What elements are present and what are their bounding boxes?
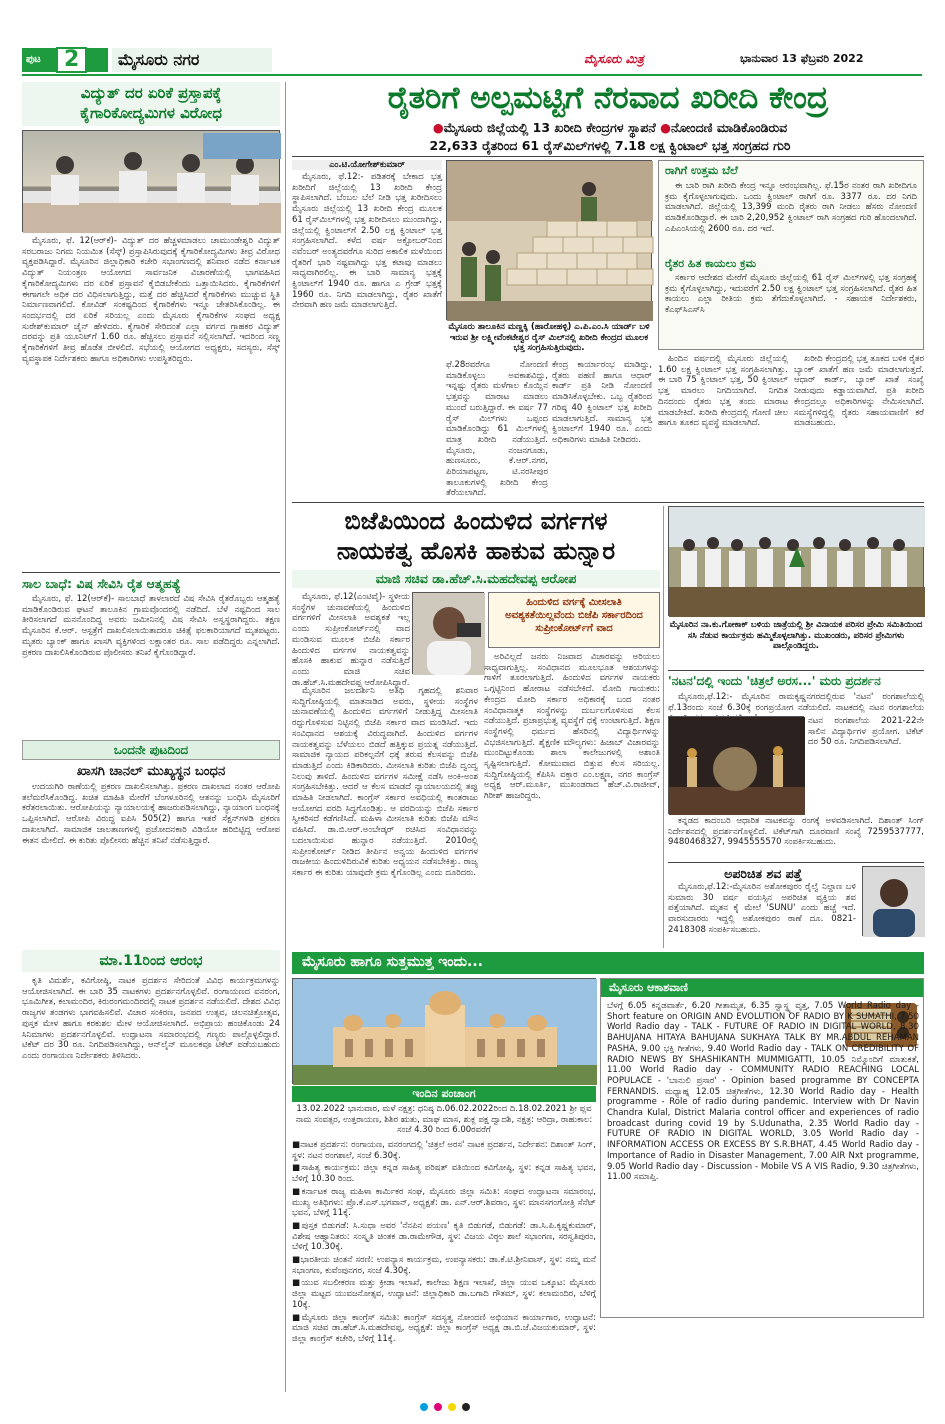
bjp-article-right: ಅರಿವಿಲ್ಲದೆ ಜನರು ನಿಜವಾದ ವಿಚಾರವನ್ನು ಅರಿಯಲು ಸಾಧ್ಯವಾಗುತ್ತಿಲ್ಲ. ಸಂವಿಧಾನದ ಮೂಲಭೂತ ಆಶಯಗಳನ್ನು ಗಾಳಿಗೆ ತೂರಲಾಗುತ್ತಿದೆ. ಹಿಂದುಳಿದ ವರ್ಗಗಳ ನಾಯಕರು ಒಗ್ಗಟ್ಟಿನಿಂದ ಹೋರಾಟ ನಡೆಸಬೇಕಿದೆ. ಮೋದಿ ಗಾಯಕರು: ಕೇಂದ್ರದ ಮೋದಿ ಸರ್ಕಾರ ಅಧಿಕಾರಕ್ಕೆ ಬಂದ ನಂತರ ಸಂವಿಧಾನಾತ್ಮಕ ಸಂಸ್ಥೆಗಳನ್ನು ದುರ್ಬಲಗೊಳಿಸುವ ಕೆಲಸ ನಡೆಯುತ್ತಿದೆ. ಪ್ರಜಾಪ್ರಭುತ್ವ ವ್ಯವಸ್ಥೆಗೆ ಧಕ್ಕೆ ಉಂಟಾಗುತ್ತಿದೆ. ಶಿಕ್ಷಣ ಸಂಸ್ಥೆಗಳಲ್ಲಿ ಧರ್ಮದ ಹೆಸರಿನಲ್ಲಿ ವಿದ್ಯಾರ್ಥಿಗಳನ್ನು ವಿಭಜಿಸಲಾಗುತ್ತಿದೆ. ಶೈಕ್ಷಣಿಕ ಮೌಲ್ಯಗಳು: ಹಿಜಾಬ್ ವಿಚಾರವನ್ನು ಮುಂದಿಟ್ಟುಕೊಂಡು ಶಾಲಾ ಕಾಲೇಜುಗಳಲ್ಲಿ ಅಶಾಂತಿ ಸೃಷ್ಟಿಸಲಾಗುತ್ತಿದೆ. ಕೋಮುವಾದ ಬಿತ್ತುವ ಕೆಲಸ ಸರಿಯಲ್ಲ. ಸುದ್ದಿಗೋಷ್ಠಿಯಲ್ಲಿ ಕೆಪಿಸಿಸಿ ವಕ್ತಾರ ಎಂ.ಲಕ್ಷ್ಮಣ, ನಗರ ಕಾಂಗ್ರೆಸ್ ಅಧ್ಯಕ್ಷ ಆರ್.ಮೂರ್ತಿ, ಮುಖಂಡರಾದ ಹೆಚ್.ವಿ.ರಾಜೀವ್, ಗಿರೀಶ್ ಹಾಜರಿದ್ದರು. <box>484 652 660 802</box>
subhead-part: ನೋಂದಣಿ ಮಾಡಿಕೊಂಡಿರುವ <box>671 120 788 135</box>
lead-article-cont1: ಫೆ.28ರವರೆಗೂ ನೋಂದಣಿ ಮಾಡಿಕೊಳ್ಳಲು ಅವಕಾಶವಿದ್ದು, ಇನ್ನಷ್ಟು ರೈತರು ಮಳೆಗಾಲ ಕೊಯ್ಲಿನ ಭತ್ತವನ್ನು ಮಾರಾಟ ಮಾಡಲು ಮುಂದೆ ಬರುತ್ತಿದ್ದಾರೆ. ಈ ವರ್ಷ 77 ರೈಸ್ ಮಿಲ್‌ಗಳು ಒಪ್ಪಂದ ಮಾಡಿಕೊಂಡಿದ್ದು 61 ಮಿಲ್‌ಗಳಲ್ಲಿ ಮಾತ್ರ ಖರೀದಿ ನಡೆಯುತ್ತಿದೆ. ಮೈಸೂರು, ನಂಜನಗೂಡು, ಹುಣಸೂರು, ಕೆ.ಆರ್.ನಗರ, ಪಿರಿಯಾಪಟ್ಟಣ, ಟಿ.ನರಸೀಪುರ ತಾಲೂಕುಗಳಲ್ಲಿ ಖರೀದಿ ಕೇಂದ್ರ ತೆರೆಯಲಾಗಿದೆ. <box>446 360 548 499</box>
continued-from-front-band: ಒಂದನೇ ಪುಟದಿಂದ <box>22 740 280 760</box>
ragi-box-text: ಈ ಬಾರಿ ರಾಗಿ ಖರೀದಿ ಕೇಂದ್ರ ಇನ್ನೂ ಆರಂಭವಾಗಿಲ್ಲ. ಫೆ.15ರ ನಂತರ ರಾಗಿ ಖರೀದಿಗೂ ಕ್ರಮ ಕೈಗೊಳ್ಳಲಾಗುವುದು. ಒಂದು ಕ್ವಿಂಟಾಲ್ ರಾಗಿಗೆ ರೂ. 3377 ರೂ. ದರ ನಿಗದಿ ಮಾಡಲಾಗಿದೆ. ಜಿಲ್ಲೆಯಲ್ಲಿ 13,399 ಮಂದಿ ರೈತರು ರಾಗಿ ನೀಡಲು ಹೆಸರು ನೋಂದಣಿ ಮಾಡಿಕೊಂಡಿದ್ದಾರೆ. ಈ ಬಾರಿ 2,20,952 ಕ್ವಿಂಟಾಲ್ ರಾಗಿ ಸಂಗ್ರಹದ ಗುರಿ ಹೊಂದಲಾಗಿದೆ. ಎಪಿಎಂಸಿಯಲ್ಲಿ 2600 ರೂ. ದರ ಇದೆ. <box>665 181 917 234</box>
headline-line: ಕೈಗಾರಿಕೋದ್ಯಮಿಗಳ ವಿರೋಧ <box>80 104 222 122</box>
farmers-interest-text: ಸರ್ಕಾರ ಆದೇಶದ ಮೇರೆಗೆ ಮೈಸೂರು ಜಿಲ್ಲೆಯಲ್ಲಿ 61 ರೈಸ್ ಮಿಲ್‌ಗಳಲ್ಲಿ ಭತ್ತ ಸಂಗ್ರಹಕ್ಕೆ ಕ್ರಮ ಕೈಗೊಳ್ಳಲಾಗಿದ್ದು, ಇದುವರೆಗೆ 2.50 ಲಕ್ಷ ಕ್ವಿಂಟಾಲ್ ಭತ್ತ ಸಂಗ್ರಹಿಸಲಾಗಿದೆ. ರೈತರ ಹಿತ ಕಾಯಲು ಎಲ್ಲಾ ರೀತಿಯ ಕ್ರಮ ತೆಗೆದುಕೊಳ್ಳಲಾಗಿದೆ. - ಸಹಾಯಕ ನಿರ್ದೇಶಕರು, ಕೆಎಫ್‌ಸಿಎಸ್‌ಸಿ <box>665 273 917 316</box>
deceased-photo <box>862 866 924 936</box>
divider <box>668 862 924 863</box>
masthead-logo: ಮೈಸೂರು ಮಿತ್ರ <box>584 52 644 66</box>
march-start-headline: ಮಾ.11ರಿಂದ ಆರಂಭ <box>22 950 280 972</box>
channel-arrest-article: ಉದಯಗಿರಿ ಠಾಣೆಯಲ್ಲಿ ಪ್ರಕರಣ ದಾಖಲಿಸಲಾಗಿತ್ತು. ಪ್ರಕರಣ ದಾಖಲಾದ ನಂತರ ಆರೋಪಿ ತಲೆಮರೆಸಿಕೊಂಡಿದ್ದ. ಖಚಿತ ಮಾಹಿತಿ ಮೇರೆಗೆ ಬೆಂಗಳೂರಿನಲ್ಲಿ ಆತನನ್ನು ಬಂಧಿಸಿ ಮೈಸೂರಿಗೆ ಕರೆತರಲಾಯಿತು. ಆರೋಪಿಯನ್ನು ನ್ಯಾಯಾಲಯಕ್ಕೆ ಹಾಜರುಪಡಿಸಲಾಗಿದ್ದು, ನ್ಯಾಯಾಂಗ ಬಂಧನಕ್ಕೆ ಒಪ್ಪಿಸಲಾಗಿದೆ. ಆರೋಪಿ ವಿರುದ್ಧ ಐಪಿಸಿ 505(2) ಹಾಗೂ ಇತರೆ ಸೆಕ್ಷನ್‌ಗಳಡಿ ಪ್ರಕರಣ ದಾಖಲಾಗಿದೆ. ಸಾಮಾಜಿಕ ಜಾಲತಾಣಗಳಲ್ಲಿ ಪ್ರಚೋದನಕಾರಿ ವಿಡಿಯೋ ಹರಿಬಿಟ್ಟಿದ್ದ ಆರೋಪ ಈತನ ಮೇಲಿದೆ. ಈ ಕುರಿತು ಪೊಲೀಸರು ಹೆಚ್ಚಿನ ತನಿಖೆ ನಡೆಸುತ್ತಿದ್ದಾರೆ. <box>22 782 280 846</box>
ragi-box <box>658 160 924 350</box>
event-item: ■ಕರ್ನಾಟಕ ರಾಜ್ಯ ಮಹಿಳಾ ಕಾರ್ಮಿಕರ ಸಂಘ, ಮೈಸೂರು ಜಿಲ್ಲಾ ಸಮಿತಿ: ಸಂಘದ ಉದ್ಘಾಟನಾ ಸಮಾರಂಭ, ಮುಖ್ಯ ಅತಿಥಿಗಳು: ಪ್ರೊ.ಕೆ.ಎಸ್.ಭಗವಾನ್, ಅಧ್ಯಕ್ಷತೆ: ಡಾ. ಎನ್.ಆರ್.ಶಿವರಾಂ, ಸ್ಥಳ: ಮಾನಸಗಂಗೋತ್ರಿ ಸೆನೆಟ್ ಭವನ, ಬೆಳಿಗ್ಗೆ 11ಕ್ಕೆ. <box>292 1186 596 1219</box>
lead-article-right1: ಹಿಂದಿನ ವರ್ಷದಲ್ಲಿ ಮೈಸೂರು ಜಿಲ್ಲೆಯಲ್ಲಿ 1.60 ಲಕ್ಷ ಕ್ವಿಂಟಾಲ್ ಭತ್ತ ಸಂಗ್ರಹಿಸಲಾಗಿತ್ತು. ಈ ಬಾರಿ 75 ಕ್ವಿಂಟಾಲ್ ಭತ್ತ, 50 ಕ್ವಿಂಟಾಲ್ ಭತ್ತ ಮಾರಲು ನಿಗದಿಯಾಗಿದೆ. ನಿಗದಿತ ದಿನದಂದು ರೈತರು ಭತ್ತ ತಂದು ಮಾರಾಟ ಮಾಡಬೇಕಿದೆ. ಖರೀದಿ ಕೇಂದ್ರದಲ್ಲಿ ಗೋಣಿ ಚೀಲ ಹಾಗೂ ತೂಕದ ವ್ಯವಸ್ಥೆ ಮಾಡಲಾಗಿದೆ. <box>658 354 788 429</box>
events-list <box>292 1140 596 1392</box>
plantation-photo <box>668 506 924 616</box>
play-article-2: ನಟನ ರಂಗಶಾಲೆಯ 2021-22ನೇ ಸಾಲಿನ ವಿದ್ಯಾರ್ಥಿಗಳ ಪ್ರಯೋಗ. ಟಿಕೆಟ್ ದರ 50 ರೂ. ನಿಗದಿಪಡಿಸಲಾಗಿದೆ. <box>808 716 924 748</box>
lead-byline: ಎಂ.ಟಿ.ಯೋಗೇಶ್‌ಕುಮಾರ್ <box>292 160 442 170</box>
headline-line: ವಿದ್ಯುತ್ ದರ ಏರಿಕೆ ಪ್ರಸ್ತಾಪಕ್ಕೆ <box>80 84 222 102</box>
bjp-article-left: ಮೈಸೂರು, ಫೆ.12(ಎಂಟಿವೈ)- ಸ್ಥಳೀಯ ಸಂಸ್ಥೆಗಳ ಚುನಾವಣೆಯಲ್ಲಿ ಹಿಂದುಳಿದ ವರ್ಗಗಳಿಗೆ ಮೀಸಲಾತಿ ಅವಶ್ಯಕತೆ ಇಲ್ಲ ಎಂದು ಸುಪ್ರೀಂಕೋರ್ಟ್‌ನಲ್ಲಿ ವಾದ ಮಂಡಿಸುವ ಮೂಲಕ ಬಿಜೆಪಿ ಸರ್ಕಾರ ಹಿಂದುಳಿದ ವರ್ಗಗಳ ನಾಯಕತ್ವವನ್ನು ಹೊಸಕಿ ಹಾಕುವ ಹುನ್ನಾರ ನಡೆಸುತ್ತಿದೆ ಎಂದು ಮಾಜಿ ಸಚಿವ ಡಾ.ಹೆಚ್.ಸಿ.ಮಹದೇವಪ್ಪ ಆರೋಪಿಸಿದ್ದಾರೆ. <box>292 592 410 688</box>
registration-mark <box>448 1403 456 1411</box>
lead-subhead-2: 22,633 ರೈತರಿಂದ 61 ರೈಸ್‌ಮಿಲ್‌ಗಳಲ್ಲಿ 7.18 ಲಕ್ಷ ಕ್ವಿಂಟಾಲ್ ಭತ್ತ ಸಂಗ್ರಹದ ಗುರಿ <box>429 138 791 153</box>
panchanga-text: 13.02.2022 ಭಾನುವಾರ, ಮಳೆ ನಕ್ಷತ್ರ: ಧನಿಷ್ಠ ದಿ.06.02.2022ರಿಂದ ದಿ.18.02.2021 ಶ್ರೀ ಪ್ಲವ ನಾಮ ಸಂವತ್ಸರ, ಉತ್ತರಾಯಣ, ಶಿಶಿರ ಋತು, ಮಾಘ ಮಾಸ, ಶುಕ್ಲ ಪಕ್ಷ ದ್ವಾದಶಿ, ನಕ್ಷತ್ರ: ಆರಿದ್ರಾ, ರಾಹುಕಾಲ: ಸಂಜೆ 4.30 ರಿಂದ 6.00ರವರೆಗೆ <box>295 1104 593 1136</box>
farmers-interest-title: ರೈತರ ಹಿತ ಕಾಯಲು ಕ್ರಮ <box>665 257 757 270</box>
play-photo <box>668 716 804 814</box>
radio-box <box>600 978 924 1318</box>
bjp-quote-box: ಹಿಂದುಳಿದ ವರ್ಗಕ್ಕೆ ಮೀಸಲಾತಿ ಅವಶ್ಯಕತೆಯಿಲ್ಲವೆಂದು ಬಿಜೆಪಿ ಸರ್ಕಾರದಿಂದ ಸುಪ್ರೀಂಕೋರ್ಟ್‌ಗೆ ವಾದ <box>488 592 660 648</box>
lead-article-cont2: ಕೇಂದ್ರ ಕಾರ್ಯಾರಂಭ ಮಾಡಿದ್ದು, ರೈತರು ಪಹಣಿ ಹಾಗೂ ಆಧಾರ್ ಕಾರ್ಡ್ ಪ್ರತಿ ನೀಡಿ ನೋಂದಣಿ ಮಾಡಿಸಿಕೊಳ್ಳಬೇಕು. ಒಬ್ಬ ರೈತರಿಂದ ಗರಿಷ್ಠ 40 ಕ್ವಿಂಟಾಲ್ ಭತ್ತ ಖರೀದಿ ಮಾಡಲಾಗುತ್ತಿದೆ. ಸಾಮಾನ್ಯ ಭತ್ತ ಕ್ವಿಂಟಾಲ್‌ಗೆ 1940 ರೂ. ಎಂದು ಅಧಿಕಾರಿಗಳು ಮಾಹಿತಿ ನೀಡಿದರು. <box>552 360 652 445</box>
section-title: ಮೈಸೂರು ನಗರ <box>112 48 272 72</box>
headline-line: ಬಿಜೆಪಿಯಿಂದ ಹಿಂದುಳಿದ ವರ್ಗಗಳ <box>344 507 608 535</box>
paddy-photo-caption: ಮೈಸೂರು ತಾಲೂಕಿನ ಮಣ್ಣಕ್ಕಿ (ಹಾರೋಹಳ್ಳಿ) ಎ.ಪಿ.ಎಂ.ಸಿ ಯಾರ್ಡ್ ಬಳಿ ಇರುವ ಶ್ರೀ ಲಕ್ಷ್ಮೀವೆಂಕಟೇಶ್ವರ ರೈಸ್ ಮಿಲ್‌ನಲ್ಲಿ ಖರೀದಿ ಕೇಂದ್ರದ ಮೂಲಕ ಭತ್ತ ಸಂಗ್ರಹಿಸುತ್ತಿರುವುದು. <box>448 322 650 354</box>
lead-article-col1: ಮೈಸೂರು, ಫೆ.12:- ಪಡಿತರಕ್ಕೆ ಬೇಕಾದ ಭತ್ತ ಖರೀದಿಗೆ ಜಿಲ್ಲೆಯಲ್ಲಿ 13 ಖರೀದಿ ಕೇಂದ್ರ ಸ್ಥಾಪಿಸಲಾಗಿದೆ. ಬೆಂಬಲ ಬೆಲೆ ನೀಡಿ ಭತ್ತ ಖರೀದಿಸಲು ಮೈಸೂರು ಜಿಲ್ಲೆಯಲ್ಲಿ 13 ಖರೀದಿ ಕೇಂದ್ರ ಮೂಲಕ 61 ರೈಸ್‌ಮಿಲ್‌ಗಳಲ್ಲಿ ಭತ್ತ ಖರೀದಿಸಲು ಮುಂದಾಗಿದ್ದು, ಜಿಲ್ಲೆಯಲ್ಲಿ ಕ್ವಿಂಟಾಲ್‌ಗೆ 2.50 ಲಕ್ಷ ಕ್ವಿಂಟಾಲ್ ಭತ್ತ ಸಂಗ್ರಹಿಸಲಾಗಿದೆ. ಕಳೆದ ವರ್ಷ ಅಕ್ಟೋಬರ್‌ನಿಂದ ನವೆಂಬರ್ ಅಂತ್ಯದವರೆಗೂ ಸುರಿದ ಅಕಾಲಿಕ ಮಳೆಯಿಂದ ರೈತರಿಗೆ ಭಾರಿ ನಷ್ಟವಾಗಿದ್ದು ಭತ್ತ ಕಟಾವು ಮಾಡಲು ಸಾಧ್ಯವಾಗಿರಲಿಲ್ಲ. ಈ ಬಾರಿ ಸಾಮಾನ್ಯ ಭತ್ತಕ್ಕೆ ಕ್ವಿಂಟಾಲ್‌ಗೆ 1940 ರೂ. ಹಾಗೂ ಎ ಗ್ರೇಡ್ ಭತ್ತಕ್ಕೆ 1960 ರೂ. ನಿಗದಿ ಮಾಡಲಾಗಿದ್ದು, ರೈತರ ಖಾತೆಗೆ ನೇರವಾಗಿ ಹಣ ಜಮೆ ಮಾಡಲಾಗುತ್ತಿದೆ. <box>292 172 442 311</box>
divider <box>668 670 924 671</box>
divider <box>292 156 924 157</box>
play-article-1: ಮೈಸೂರು,ಫೆ.12:- ಮೈಸೂರಿನ ರಾಮಕೃಷ್ಣನಗರದಲ್ಲಿರುವ 'ನಟನ' ರಂಗಶಾಲೆಯಲ್ಲಿ ಫೆ.13ರಂದು ಸಂಜೆ 6.30ಕ್ಕೆ ರಂಗಪ್ರಯೋಗ ನಡೆಯಲಿದೆ. ನಾಟಕದಲ್ಲಿ ನಟನ ರಂಗಶಾಲೆಯ <box>668 692 924 713</box>
column-divider <box>663 506 664 948</box>
paddy-sacks-photo <box>446 160 652 320</box>
column-divider <box>285 82 286 1392</box>
event-item: ■ಭಾರತೀಯ ಚಿಂತನೆ ಸರಣಿ: ಉಪನ್ಯಾಸ ಕಾರ್ಯಕ್ರಮ, ಉಪನ್ಯಾಸಕರು: ಡಾ.ಕೆ.ಟಿ.ಶ್ರೀನಿವಾಸ್, ಸ್ಥಳ: ನಮ್ಮ ಮನೆ ಸಭಾಂಗಣ, ಕುವೆಂಪುನಗರ, ಸಂಜೆ 4.30ಕ್ಕೆ. <box>292 1255 596 1276</box>
plantation-caption: ಮೈಸೂರಿನ ನಾ.ಕು.ಗೋಕಾಕ್ ಬಳಿಯ ಜಾತ್ರೆಯಲ್ಲಿ ಶ್ರೀ ವಿನಾಯಕ ಪರಿಸರ ಪ್ರೇಮಿ ಸಮಿತಿಯಿಂದ ಸಸಿ ನೆಡುವ ಕಾರ್ಯಕ್ರಮ ಹಮ್ಮಿಕೊಳ್ಳಲಾಗಿತ್ತು. ಮುಖಂಡರು, ಪರಿಸರ ಪ್ರೇಮಿಗಳು ಪಾಲ್ಗೊಂಡಿದ್ದರು. <box>669 620 923 652</box>
play-article-3: ಕನ್ನಡದ ಕಾದಂಬರಿ ಆಧಾರಿತ ನಾಟಕವನ್ನು ರಂಗಕ್ಕೆ ಅಳವಡಿಸಲಾಗಿದೆ. ದಿಶಾಂತ್ ಸಿಂಗ್ ನಿರ್ದೇಶನದಲ್ಲಿ ಪ್ರದರ್ಶನಗೊಳ್ಳಲಿದೆ. ಟಿಕೆಟ್‌ಗಾಗಿ ದೂರವಾಣಿ ಸಂಖ್ಯೆ 7259537777, 9480468327, 9945555570 ಸಂಪರ್ಕಿಸಬಹುದು. <box>668 816 924 848</box>
event-item: ■ಪುಸ್ತಕ ಬಿಡುಗಡೆ: ಸಿ.ಸುಧಾ ಅವರ 'ನೆನಪಿನ ಪಯಣ' ಕೃತಿ ಬಿಡುಗಡೆ, ಬಿಡುಗಡೆ: ಡಾ.ಸಿ.ಪಿ.ಕೃಷ್ಣಕುಮಾರ್, ವಿಶೇಷ ಆಹ್ವಾನಿತರು: ಸಂಸ್ಕೃತಿ ಚಿಂತಕ ಡಾ.ರಾಮೇಗೌಡ, ಸ್ಥಳ: ವಿಜಯ ವಿಠ್ಠಲ ಶಾಲೆ ಸಭಾಂಗಣ, ಸರಸ್ವತಿಪುರಂ, ಬೆಳಿಗ್ಗೆ 10.30ಕ್ಕೆ. <box>292 1220 596 1253</box>
mahadevappa-photo <box>412 592 484 674</box>
farmer-suicide-headline: ಸಾಲ ಬಾಧೆ: ವಿಷ ಸೇವಿಸಿ ರೈತ ಆತ್ಮಹತ್ಯೆ <box>22 576 181 591</box>
industry-meeting-photo <box>22 130 280 232</box>
meeting-photo-image <box>23 131 281 233</box>
headline-line: ನಾಯಕತ್ವ ಹೊಸಕಿ ಹಾಕುವ ಹುನ್ನಾರ <box>336 537 616 565</box>
events-banner-text: ಮೈಸೂರು ಹಾಗೂ ಸುತ್ತಮುತ್ತ ಇಂದು... <box>302 954 483 970</box>
page-label: ಪುಟ <box>26 54 41 65</box>
registration-mark <box>434 1403 442 1411</box>
channel-arrest-headline: ಖಾಸಗಿ ಚಾನಲ್ ಮುಖ್ಯಸ್ಥನ ಬಂಧನ <box>76 764 226 779</box>
events-continued <box>600 1322 924 1392</box>
event-item: ■ಮೈಸೂರು ಜಿಲ್ಲಾ ಕಾಂಗ್ರೆಸ್ ಸಮಿತಿ: ಕಾಂಗ್ರೆಸ್ ಸದಸ್ಯತ್ವ ನೋಂದಣಿ ಅಭಿಯಾನ ಕಾರ್ಯಾಗಾರ, ಉದ್ಘಾಟನೆ: ಮಾಜಿ ಸಚಿವ ಡಾ.ಹೆಚ್.ಸಿ.ಮಹದೇವಪ್ಪ, ಅಧ್ಯಕ್ಷತೆ: ಜಿಲ್ಲಾ ಕಾಂಗ್ರೆಸ್ ಅಧ್ಯಕ್ಷ ಡಾ.ಬಿ.ಜೆ.ವಿಜಯಕುಮಾರ್, ಸ್ಥಳ: ಜಿಲ್ಲಾ ಕಾಂಗ್ರೆಸ್ ಕಚೇರಿ, ಬೆಳಿಗ್ಗೆ 11ಕ್ಕೆ. <box>292 1312 596 1344</box>
play-photo-image <box>669 717 805 815</box>
bjp-article-main: ಮೈಸೂರಿನ ಜಲದರ್ಶಿನಿ ಅತಿಥಿ ಗೃಹದಲ್ಲಿ ಶನಿವಾರ ಸುದ್ದಿಗೋಷ್ಠಿಯಲ್ಲಿ ಮಾತನಾಡಿದ ಅವರು, ಸ್ಥಳೀಯ ಸಂಸ್ಥೆಗಳ ಚುನಾವಣೆಯಲ್ಲಿ ಹಿಂದುಳಿದ ವರ್ಗಗಳಿಗೆ ನೀಡುತ್ತಿದ್ದ ಮೀಸಲಾತಿ ರದ್ದುಗೊಳಿಸುವ ನಿಟ್ಟಿನಲ್ಲಿ ಬಿಜೆಪಿ ಸರ್ಕಾರ ವಾದ ಮಂಡಿಸಿದೆ. ಇದು ಸಂವಿಧಾನದ ಆಶಯಕ್ಕೆ ವಿರುದ್ಧವಾಗಿದೆ. ಹಿಂದುಳಿದ ವರ್ಗಗಳ ನಾಯಕತ್ವವನ್ನು ಬೆಳೆಯಲು ಬಿಡದೆ ಹತ್ತಿಕ್ಕುವ ಪ್ರಯತ್ನ ನಡೆಯುತ್ತಿದೆ. ಸಾಮಾಜಿಕ ನ್ಯಾಯದ ಪರಿಕಲ್ಪನೆಗೆ ಧಕ್ಕೆ ತರುವ ಕೆಲಸವನ್ನು ಬಿಜೆಪಿ ಮಾಡುತ್ತಿದೆ ಎಂದು ಕಿಡಿಕಾರಿದರು. ಮೀಸಲಾತಿ ಕುರಿತು ಬಿಜೆಪಿ ದ್ವಂದ್ವ ನಿಲುವು ತಾಳಿದೆ. ಹಿಂದುಳಿದ ವರ್ಗಗಳ ಸಮೀಕ್ಷೆ ನಡೆಸಿ ಅಂಕಿ-ಅಂಶ ಸಂಗ್ರಹಿಸಬೇಕಿತ್ತು. ಆದರೆ ಆ ಕೆಲಸ ಮಾಡದೆ ನ್ಯಾಯಾಲಯದಲ್ಲಿ ತಪ್ಪು ಮಾಹಿತಿ ನೀಡಲಾಗಿದೆ. ಕಾಂಗ್ರೆಸ್ ಸರ್ಕಾರ ಅವಧಿಯಲ್ಲಿ ಕಾಂತರಾಜು ಆಯೋಗದ ವರದಿ ಸಿದ್ಧಗೊಂಡಿತ್ತು. ಆ ವರದಿಯನ್ನು ಬಿಜೆಪಿ ಸರ್ಕಾರ ಸ್ವೀಕರಿಸದೆ ಕಡೆಗಣಿಸಿದೆ. ಮಹಿಳಾ ಮೀಸಲಾತಿ ಕುರಿತು ಬಿಜೆಪಿ ಮೌನ ವಹಿಸಿದೆ. ಡಾ.ಬಿ.ಆರ್.ಅಂಬೇಡ್ಕರ್ ರಚಿಸಿದ ಸಂವಿಧಾನವನ್ನು ಬದಲಾಯಿಸುವ ಹುನ್ನಾರ ನಡೆಯುತ್ತಿದೆ. 2010ರಲ್ಲಿ ಸುಪ್ರೀಂಕೋರ್ಟ್ ನೀಡಿದ ತೀರ್ಪಿನ ಅನ್ವಯ ಹಿಂದುಳಿದ ವರ್ಗಗಳ ರಾಜಕೀಯ ಹಿಂದುಳಿದಿರುವಿಕೆ ಕುರಿತು ಅಧ್ಯಯನ ನಡೆಸಬೇಕಿತ್ತು. ರಾಜ್ಯ ಸರ್ಕಾರ ಈ ಕುರಿತು ಯಾವುದೇ ಕ್ರಮ ಕೈಗೊಂಡಿಲ್ಲ ಎಂದು ದೂರಿದರು. <box>292 686 478 878</box>
page-number-box <box>22 48 108 72</box>
registration-mark <box>420 1403 428 1411</box>
palace-image <box>293 979 597 1085</box>
page-number: 2 <box>56 47 87 73</box>
radio-title: ಮೈಸೂರು ಆಕಾಶವಾಣಿ <box>601 979 923 997</box>
portrait-image <box>413 593 485 675</box>
industry-article: ಮೈಸೂರು, ಫೆ. 12(ಆರ್‌ಕೆ)- ವಿದ್ಯುತ್ ದರ ಹೆಚ್ಚಳಮಾಡಲು ಚಾಮುಂಡೇಶ್ವರಿ ವಿದ್ಯುತ್ ಸರಬರಾಜು ನಿಗಮ ನಿಯಮಿತ (ಸೆಸ್ಕ್) ಪ್ರಸ್ತಾಪಿಸಿರುವುದಕ್ಕೆ ಕೈಗಾರಿಕೋದ್ಯಮಿಗಳು ತೀವ್ರ ವಿರೋಧ ವ್ಯಕ್ತಪಡಿಸಿದ್ದಾರೆ. ಮೈಸೂರಿನ ಜಿಲ್ಲಾಧಿಕಾರಿ ಕಚೇರಿ ಸಭಾಂಗಣದಲ್ಲಿ ಶನಿವಾರ ನಡೆದ ಕರ್ನಾಟಕ ವಿದ್ಯುತ್ ನಿಯಂತ್ರಣ ಆಯೋಗದ ಸಾರ್ವಜನಿಕ ವಿಚಾರಣೆಯಲ್ಲಿ ಭಾಗವಹಿಸಿದ ಕೈಗಾರಿಕೋದ್ಯಮಿಗಳು ದರ ಏರಿಕೆ ಪ್ರಸ್ತಾವನೆ ಕೈಬಿಡಬೇಕೆಂದು ಒತ್ತಾಯಿಸಿದರು. ಕೈಗಾರಿಕೆಗಳಿಗೆ ಈಗಾಗಲೇ ಅಧಿಕ ದರ ವಿಧಿಸಲಾಗುತ್ತಿದ್ದು, ಮತ್ತೆ ದರ ಹೆಚ್ಚಿಸಿದರೆ ಕೈಗಾರಿಕೆಗಳು ಮುಚ್ಚುವ ಸ್ಥಿತಿ ನಿರ್ಮಾಣವಾಗಲಿದೆ. ಕೋವಿಡ್ ಸಂಕಷ್ಟದಿಂದ ಕೈಗಾರಿಕೆಗಳು ಇನ್ನೂ ಚೇತರಿಸಿಕೊಂಡಿಲ್ಲ. ಈ ಸಂದರ್ಭದಲ್ಲಿ ದರ ಏರಿಕೆ ಸರಿಯಲ್ಲ ಎಂದು ಮೈಸೂರು ಕೈಗಾರಿಕೆಗಳ ಸಂಘದ ಅಧ್ಯಕ್ಷ ಸುರೇಶ್‌ಕುಮಾರ್ ಜೈನ್ ಹೇಳಿದರು. ಕೈಗಾರಿಕೆ ಸೇರಿದಂತೆ ಎಲ್ಲಾ ವರ್ಗದ ಗ್ರಾಹಕರ ವಿದ್ಯುತ್ ದರವನ್ನು ಪ್ರತಿ ಯೂನಿಟ್‌ಗೆ 1.60 ರೂ. ಹೆಚ್ಚಿಸಲು ಪ್ರಸ್ತಾವನೆ ಸಲ್ಲಿಸಲಾಗಿದೆ. ಇದರಿಂದ ಸಣ್ಣ ಕೈಗಾರಿಕೆಗಳಿಗೆ ತೀವ್ರ ಹೊಡೆತ ಬೀಳಲಿದೆ. ಸಭೆಯಲ್ಲಿ ಆಯೋಗದ ಅಧ್ಯಕ್ಷರು, ಸದಸ್ಯರು, ಸೆಸ್ಕ್ ವ್ಯವಸ್ಥಾಪಕ ನಿರ್ದೇಶಕರು ಹಾಗೂ ಅಧಿಕಾರಿಗಳು ಉಪಸ್ಥಿತರಿದ್ದರು. <box>22 236 280 364</box>
unknown-body-article: ಮೈಸೂರು,ಫೆ.12:-ಮೈಸೂರಿನ ಅಶೋಕಪುರಂ ರೈಲ್ವೆ ನಿಲ್ದಾಣ ಬಳಿ ಸುಮಾರು 30 ವರ್ಷ ವಯಸ್ಸಿನ ಅಪರಿಚಿತ ವ್ಯಕ್ತಿಯ ಶವ ಪತ್ತೆಯಾಗಿದೆ. ಮೃತನ ಕೈ ಮೇಲೆ 'SUNU' ಎಂದು ಹಚ್ಚೆ ಇದೆ. ವಾರಸುದಾರರು ಇದ್ದಲ್ಲಿ ಅಶೋಕಪುರಂ ಠಾಣೆ ದೂ. 0821-2418308 ಸಂಪರ್ಕಿಸಬಹುದು. <box>668 882 856 935</box>
event-item: ■ಸಾಹಿತ್ಯ ಕಾರ್ಯಕ್ರಮ: ಜಿಲ್ಲಾ ಕನ್ನಡ ಸಾಹಿತ್ಯ ಪರಿಷತ್ ವತಿಯಿಂದ ಕವಿಗೋಷ್ಠಿ, ಸ್ಥಳ: ಕನ್ನಡ ಸಾಹಿತ್ಯ ಭವನ, ಬೆಳಿಗ್ಗೆ 10.30 ರಿಂದ. <box>292 1163 596 1185</box>
deceased-photo-image <box>863 867 925 937</box>
divider <box>292 502 924 503</box>
subhead-part: ಮೈಸೂರು ಜಿಲ್ಲೆಯಲ್ಲಿ 13 ಖರೀದಿ ಕೇಂದ್ರಗಳ ಸ್ಥಾಪನೆ <box>443 120 656 135</box>
event-item: ■ನಾಟಕ ಪ್ರದರ್ಶನ: ರಂಗಾಯಣ, ವನರಂಗದಲ್ಲಿ 'ಚಿತ್ರಲೆ ಅರಸ' ನಾಟಕ ಪ್ರದರ್ಶನ, ನಿರ್ದೇಶನ: ದಿಶಾಂತ್ ಸಿಂಗ್, ಸ್ಥಳ: ನಟನ ರಂಗಶಾಲೆ, ಸಂಜೆ 6.30ಕ್ಕೆ. <box>292 1140 596 1161</box>
left-headline-1 <box>22 82 280 126</box>
panchanga-title: ಇಂದಿನ ಪಂಚಾಂಗ <box>292 1086 596 1102</box>
header-rule <box>22 74 922 76</box>
lead-article-right2: ಖರೀದಿ ಕೇಂದ್ರದಲ್ಲಿ ಭತ್ತ ತೂಕದ ಬಳಿಕ ರೈತರ ಬ್ಯಾಂಕ್ ಖಾತೆಗೆ ಹಣ ಜಮೆ ಮಾಡಲಾಗುತ್ತದೆ. ಆಧಾರ್ ಕಾರ್ಡ್, ಬ್ಯಾಂಕ್ ಖಾತೆ ಸಂಖ್ಯೆ ನೀಡುವುದು ಕಡ್ಡಾಯವಾಗಿದೆ. ಪ್ರತಿ ಖರೀದಿ ಕೇಂದ್ರದಲ್ಲೂ ಅಧಿಕಾರಿಗಳನ್ನು ನೇಮಿಸಲಾಗಿದೆ. ಸಮಸ್ಯೆಗಳಿದ್ದಲ್ಲಿ ರೈತರು ಸಹಾಯವಾಣಿಗೆ ಕರೆ ಮಾಡಬಹುದು. <box>794 354 924 429</box>
bjp-strap: ಮಾಜಿ ಸಚಿವ ಡಾ.ಹೆಚ್.ಸಿ.ಮಹದೇವಪ್ಪ ಆರೋಪ <box>292 570 660 588</box>
lead-subhead-1: ●ಮೈಸೂರು ಜಿಲ್ಲೆಯಲ್ಲಿ 13 ಖರೀದಿ ಕೇಂದ್ರಗಳ ಸ್ಥಾಪನೆ ●ನೋಂದಣಿ ಮಾಡಿಕೊಂಡಿರುವ <box>432 120 788 135</box>
bjp-headline <box>292 506 660 568</box>
radio-schedule: ಬೆಳಗ್ಗೆ 6.05 ಕನ್ನಡವಾರ್ತೆ, 6.20 ಗೀತಾಮೃತ, 6.35 ಸ್ವಾಸ್ಥ್ಯ ವೃತ್ತ, 7.05 World Radio day - Short feature on ORIGIN AND EVOLUTION OF RADIO BY K SUMATHI, 7.50 World Radio day - TALK - FUTURE OF RADIO IN DIGITAL WORLD, 8.30 BAHUJANA HITAYA BAHUJANA SUKHAYA TALK BY MR.ABDUL REHAMAN PASHA, 9.00 ಭಕ್ತಿ ಗೀತೆಗಳು, 9.40 World Radio day - TALK ON CREDIBILITY OF RADIO NEWS BY SHASHIKANTH MUMMIGATTI, 10.05 ನಿಮ್ಮೊಂದಿಗೆ ಮಾತುಕತೆ, 11.00 World Radio day - COMMUNITY RADIO REACHING LOCAL POPULACE - 'ಬಾನುಲಿ ಪ್ರಸಾರ' - Opinion based programme BY CONCEPTA FERNANDIS. ಮಧ್ಯಾಹ್ನ 12.05 ಚಿತ್ರಗೀತೆಗಳು, 12.30 World Radio day - Health programme - Role of radio during pandemic. Interview with Dr Navin Chandra Kulal, District Malaria control officer and experiences of radio broadcast during covid 19 by S.Udunatha, 2.35 World Radio day - FUTURE OF RADIO IN DIGITAL WORLD, 3.05 World Radio day - INFORMATION ACCESS OR EXCESS BY S.R.BHAT, 4.45 World Radio day - Importance of Radio in Disaster Management, 7.00 AIR Nxt programme, 9.05 World Radio day - Discussion - Mobile VS A VIS Radio, 9.30 ಚಿತ್ರಗೀತೆಗಳು, 11.00 ಸಮಾಪ್ತಿ. <box>607 1001 919 1183</box>
events-banner <box>292 952 924 974</box>
registration-mark <box>462 1403 470 1411</box>
issue-date: ಭಾನುವಾರ 13 ಫೆಬ್ರವರಿ 2022 <box>740 52 864 65</box>
event-item: ■ಯುವ ಸಬಲೀಕರಣ ಮತ್ತು ಕ್ರೀಡಾ ಇಲಾಖೆ, ಕಾಲೇಜು ಶಿಕ್ಷಣ ಇಲಾಖೆ, ಜಿಲ್ಲಾ ಯುವ ಒಕ್ಕೂಟ: ಮೈಸೂರು ಜಿಲ್ಲಾ ಮಟ್ಟದ ಯುವಜನೋತ್ಸವ, ಉದ್ಘಾಟನೆ: ಜಿಲ್ಲಾಧಿಕಾರಿ ಡಾ.ಬಗಾದಿ ಗೌತಮ್, ಸ್ಥಳ: ಕಲಾಮಂದಿರ, ಬೆಳಿಗ್ಗೆ 10ಕ್ಕೆ. <box>292 1278 596 1310</box>
paddy-photo-image <box>447 161 653 321</box>
divider <box>22 572 280 573</box>
ragi-box-title: ರಾಗಿಗೆ ಉತ್ತಮ ಬೆಲೆ <box>665 164 738 177</box>
play-headline: 'ನಟನ'ದಲ್ಲಿ ಇಂದು 'ಚಿತ್ರಲೆ ಅರಸ...' ಮರು ಪ್ರದರ್ಶನ <box>668 674 881 688</box>
unknown-body-headline: ಅಪರಿಚಿತ ಶವ ಪತ್ತೆ <box>724 866 802 881</box>
plantation-photo-image <box>669 507 925 617</box>
march-start-article: ಕೃತಿ ವಿಮರ್ಶೆ, ಕವಿಗೋಷ್ಠಿ, ನಾಟಕ ಪ್ರದರ್ಶನ ಸೇರಿದಂತೆ ವಿವಿಧ ಕಾರ್ಯಕ್ರಮಗಳನ್ನು ಆಯೋಜಿಸಲಾಗಿದೆ. ಈ ಬಾರಿ 35 ನಾಟಕಗಳು ಪ್ರದರ್ಶನಗೊಳ್ಳಲಿವೆ. ರಂಗಾಯಣದ ವನರಂಗ, ಭೂಮಿಗೀತ, ಕಲಾಮಂದಿರ, ಕಿರುರಂಗಮಂದಿರದಲ್ಲಿ ನಾಟಕ ಪ್ರದರ್ಶನ ನಡೆಯಲಿದೆ. ದೇಶದ ವಿವಿಧ ರಾಜ್ಯಗಳ ತಂಡಗಳು ಭಾಗವಹಿಸಲಿವೆ. ವಿಚಾರ ಸಂಕಿರಣ, ಜನಪದ ಉತ್ಸವ, ಚಲನಚಿತ್ರೋತ್ಸವ, ಪುಸ್ತಕ ಮೇಳ ಹಾಗೂ ಕರಕುಶಲ ಮೇಳ ಆಯೋಜಿಸಲಾಗಿದೆ. ಅಭಿಪ್ರಾಯ ಹಂಚಿಕೊಂಡು 24 ಸಿನಿಮಾಗಳು ಪ್ರದರ್ಶನಗೊಳ್ಳಲಿವೆ. ಉದ್ಘಾಟನಾ ಸಮಾರಂಭದಲ್ಲಿ ಗಣ್ಯರು ಪಾಲ್ಗೊಳ್ಳಲಿದ್ದಾರೆ. ಟಿಕೆಟ್ ದರ 30 ರೂ. ನಿಗದಿಪಡಿಸಲಾಗಿದ್ದು, ಆನ್‌ಲೈನ್ ಮೂಲಕವೂ ಟಿಕೆಟ್ ಪಡೆಯಬಹುದು ಎಂದು ರಂಗಾಯಣ ನಿರ್ದೇಶಕರು ತಿಳಿಸಿದರು. <box>22 976 280 1061</box>
lead-headline: ರೈತರಿಗೆ ಅಲ್ಪಮಟ್ಟಿಗೆ ನೆರವಾದ ಖರೀದಿ ಕೇಂದ್ರ <box>387 80 829 116</box>
farmer-suicide-article: ಮೈಸೂರು, ಫೆ. 12(ಆರ್‌ಕೆ)- ಸಾಲಬಾಧೆ ತಾಳಲಾರದೆ ವಿಷ ಸೇವಿಸಿ ರೈತರೊಬ್ಬರು ಆತ್ಮಹತ್ಯೆ ಮಾಡಿಕೊಂಡಿರುವ ಘಟನೆ ತಾಲೂಕಿನ ಗ್ರಾಮವೊಂದರಲ್ಲಿ ನಡೆದಿದೆ. ಬೆಳೆ ನಷ್ಟದಿಂದ ಸಾಲ ತೀರಿಸಲಾಗದೆ ಮನನೊಂದಿದ್ದ ಅವರು ಜಮೀನಿನಲ್ಲಿ ವಿಷ ಸೇವಿಸಿ ಅಸ್ವಸ್ಥರಾಗಿದ್ದರು. ತಕ್ಷಣ ಮೈಸೂರಿನ ಕೆ.ಆರ್. ಆಸ್ಪತ್ರೆಗೆ ದಾಖಲಿಸಲಾಯಿತಾದರೂ ಚಿಕಿತ್ಸೆ ಫಲಕಾರಿಯಾಗದೆ ಮೃತಪಟ್ಟರು. ಮೃತರು ಬ್ಯಾಂಕ್ ಹಾಗೂ ಖಾಸಗಿ ವ್ಯಕ್ತಿಗಳಿಂದ ಲಕ್ಷಾಂತರ ರೂ. ಸಾಲ ಪಡೆದಿದ್ದರು ಎನ್ನಲಾಗಿದೆ. ಪ್ರಕರಣ ದಾಖಲಿಸಿಕೊಂಡಿರುವ ಪೊಲೀಸರು ತನಿಖೆ ಕೈಗೊಂಡಿದ್ದಾರೆ. <box>22 594 280 658</box>
mysore-palace-photo <box>292 978 596 1084</box>
